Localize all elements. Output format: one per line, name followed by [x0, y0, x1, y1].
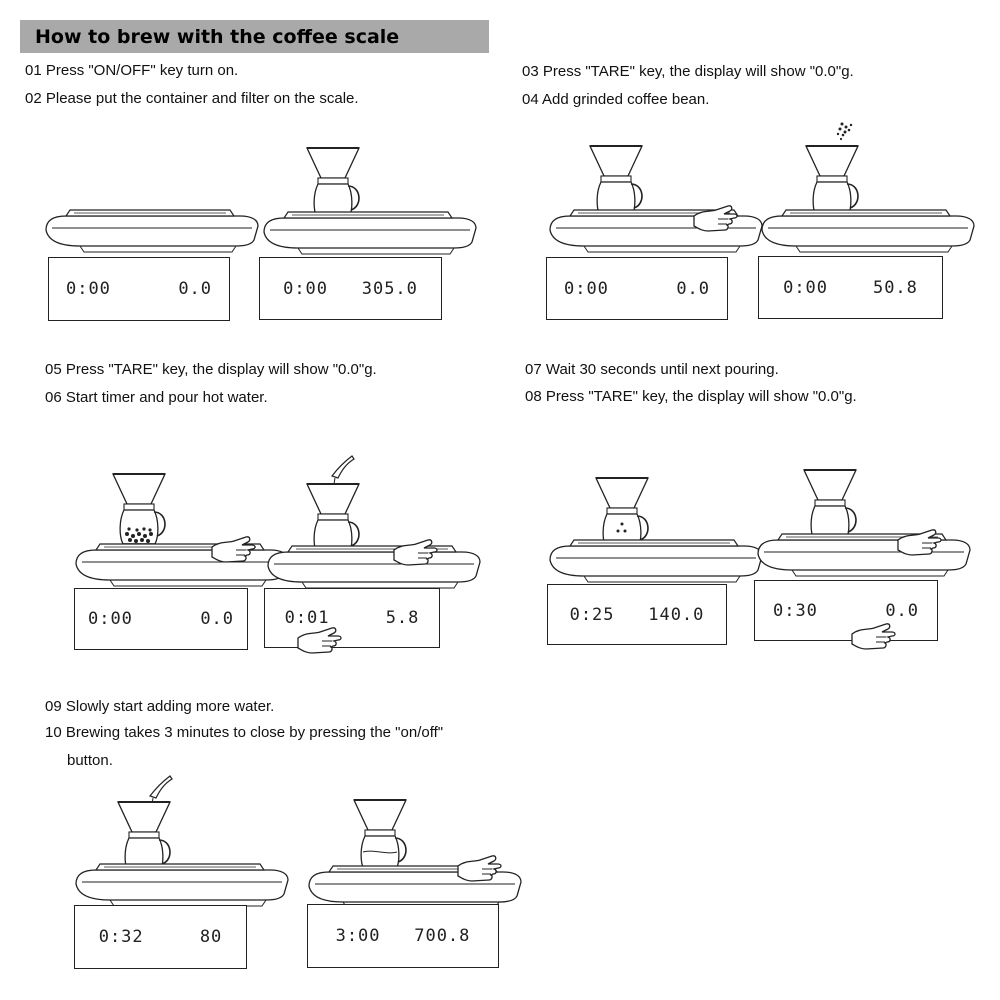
pointing-hand-icon	[694, 206, 740, 234]
title-bar	[20, 20, 489, 53]
step-08: 08 Press "TARE" key, the display will show "0.0"g.	[525, 388, 857, 405]
scale-display	[48, 257, 230, 321]
scale-display	[74, 588, 248, 650]
pointing-hand-icon	[852, 624, 898, 652]
step-07: 07 Wait 30 seconds until next pouring.	[525, 361, 779, 378]
coffee-grounds-icon	[832, 120, 862, 144]
scale-display	[758, 256, 943, 319]
scale-display	[74, 905, 247, 969]
scale-display	[754, 580, 938, 641]
display-readout: 0:32 80	[98, 927, 223, 947]
scale-icon	[40, 196, 260, 256]
display-readout: 0:25 140.0	[569, 604, 705, 625]
step-02: 02 Please put the container and filter on the scale.	[25, 90, 359, 107]
scale-display	[547, 584, 727, 645]
scale-display	[259, 257, 442, 320]
display-readout: 0:00 0.0	[87, 609, 235, 629]
display-readout: 0:30 0.0	[772, 600, 920, 621]
display-readout: 0:01 5.8	[284, 608, 420, 628]
scale-icon	[756, 196, 976, 256]
scale-icon	[70, 850, 290, 910]
step-03: 03 Press "TARE" key, the display will show "0.0"g.	[522, 63, 854, 80]
display-readout: 3:00 700.8	[335, 926, 471, 946]
scale-display	[264, 588, 440, 648]
step-10-continued: button.	[67, 752, 113, 769]
scale-icon	[262, 532, 482, 592]
pointing-hand-icon	[458, 856, 504, 884]
pointing-hand-icon	[298, 628, 344, 656]
pointing-hand-icon	[898, 530, 944, 558]
step-10: 10 Brewing takes 3 minutes to close by pressing the "on/off"	[45, 724, 444, 741]
display-readout: 0:00 305.0	[283, 278, 418, 299]
pointing-hand-icon	[394, 540, 440, 568]
step-06: 06 Start timer and pour hot water.	[45, 389, 268, 406]
scale-display	[546, 257, 728, 320]
display-readout: 0:00 50.8	[783, 277, 918, 298]
step-09: 09 Slowly start adding more water.	[45, 698, 275, 715]
step-05: 05 Press "TARE" key, the display will show "0.0"g.	[45, 361, 377, 378]
step-01: 01 Press "ON/OFF" key turn on.	[25, 62, 239, 79]
pointing-hand-icon	[212, 537, 258, 565]
scale-icon	[544, 526, 764, 586]
scale-display	[307, 904, 499, 968]
scale-icon	[258, 198, 478, 258]
display-readout: 0:00 0.0	[65, 279, 213, 299]
display-readout: 0:00 0.0	[563, 278, 711, 299]
page-title: How to brew with the coffee scale	[35, 26, 400, 48]
step-04: 04 Add grinded coffee bean.	[522, 91, 710, 108]
